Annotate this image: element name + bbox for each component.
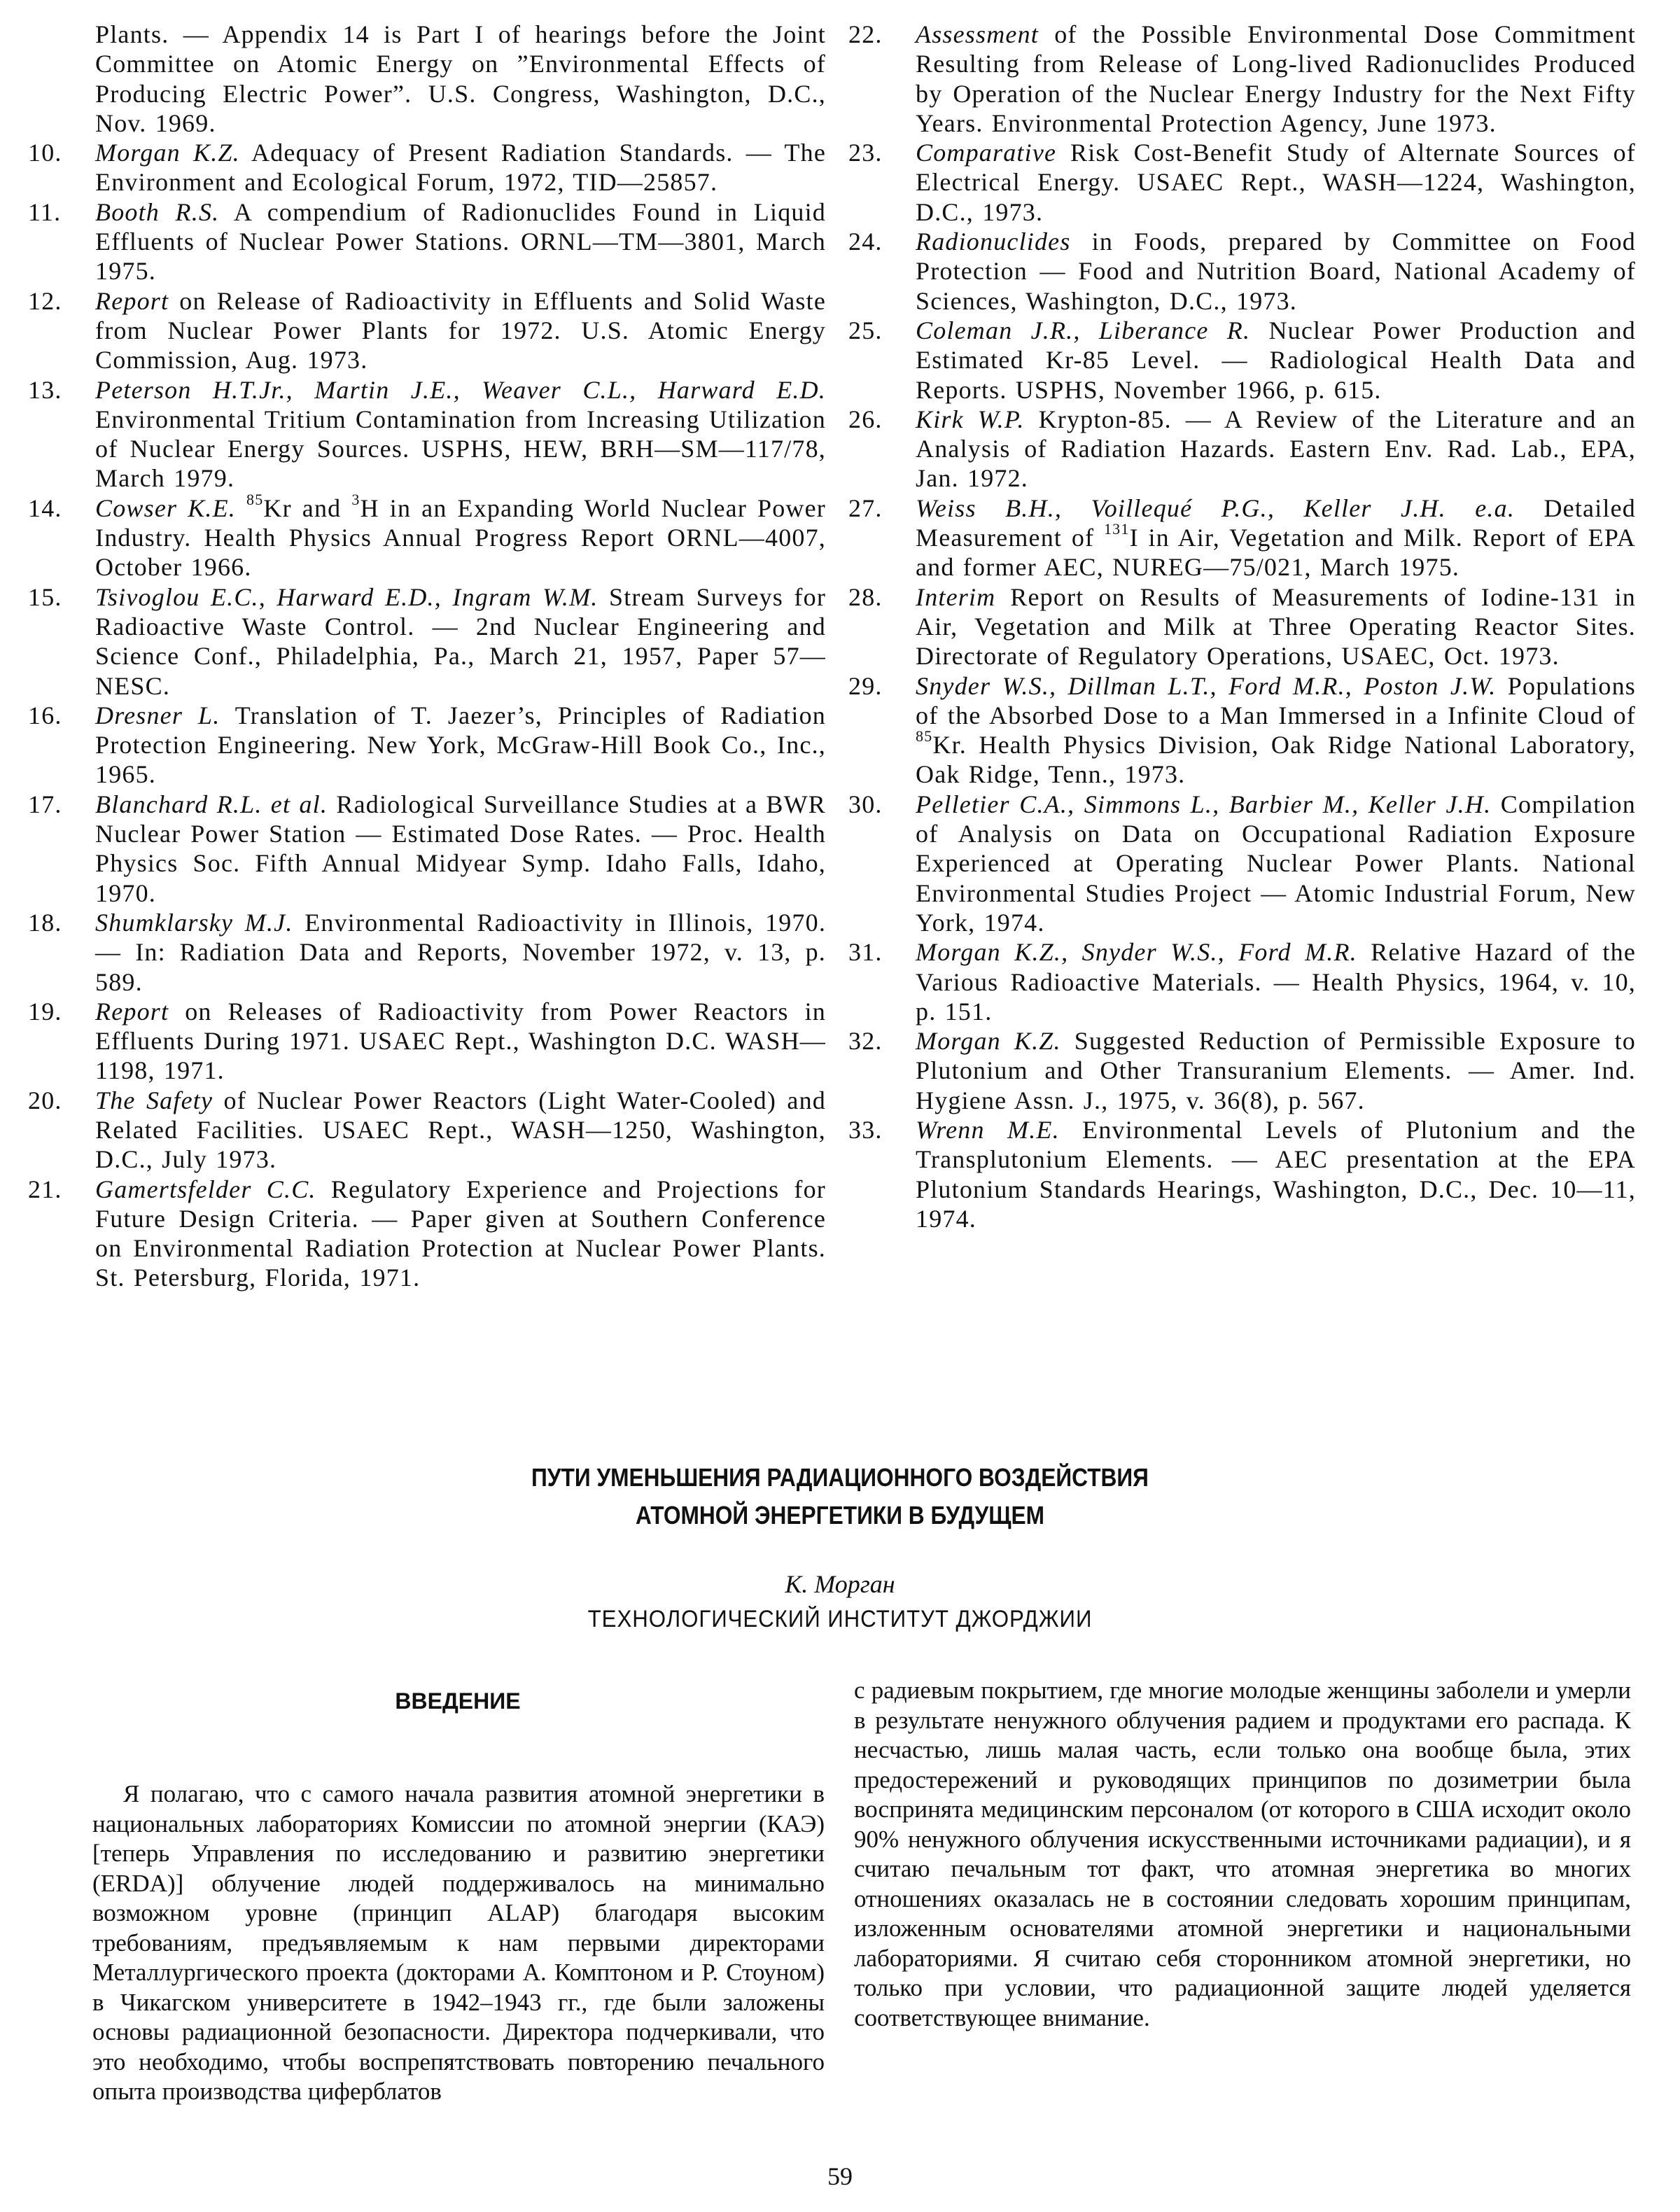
article-author: К. Морган <box>785 1570 895 1598</box>
reference-item <box>848 227 1636 316</box>
reference-author: Report <box>95 997 169 1026</box>
reference-item <box>28 701 826 790</box>
reference-text: Radiological Surveillance Studies at a BWR Nuclear Power Station — Estimated Dose Rates. — Proc. Health Physics Soc. Fifth Annual Midyear Symp. Idaho Falls, Idaho, 1970. <box>95 790 827 907</box>
reference-text: on Releases of Radioactivity from Power Reactors in Effluents During 1971. USAEC Rept., Washington D.C. WASH—1198, 1971. <box>95 997 826 1085</box>
reference-number: 33. <box>848 1115 883 1144</box>
reference-item <box>28 286 826 375</box>
reference-text: Compilation of Analysis on Data on Occupational Radiation Exposure Experienced at Operating Nuclear Power Plants. National Environmental Studies Project — Atomic Industrial Forum, New York, 1974. <box>916 790 1636 937</box>
reference-number: 20. <box>28 1086 62 1114</box>
reference-item <box>848 1026 1636 1115</box>
reference-number: 16. <box>28 701 62 729</box>
reference-number: 18. <box>28 908 62 937</box>
reference-item <box>848 937 1636 1026</box>
reference-author: Weiss B.H., Voillequé P.G., Keller J.H. e.a. <box>916 493 1516 522</box>
reference-item <box>28 375 826 493</box>
reference-text: of the Possible Environmental Dose Commitment Resulting from Release of Long-lived Radionuclides Produced by Operation of the Nuclear Energy Industry for the Next Fifty Years. Environmental Protection Agency, June 1973. <box>916 20 1636 137</box>
reference-text: Environmental Radioactivity in Illinois, 1970. — In: Radiation Data and Reports, November 1972, v. 13, p. 589. <box>95 908 827 996</box>
reference-number: 23. <box>848 139 883 167</box>
reference-author: Cowser K.E. <box>95 493 237 522</box>
reference-item <box>28 490 826 582</box>
reference-author: Wrenn M.E. <box>916 1115 1060 1144</box>
reference-text: Populations of the Absorbed Dose to a Man Immersed in a Infinite Cloud of <box>916 671 1636 729</box>
reference-item <box>28 1175 826 1293</box>
reference-item <box>848 671 1636 790</box>
article-title-line-2: АТОМНОЙ ЭНЕРГЕТИКИ В БУДУЩЕМ <box>635 1501 1045 1530</box>
body-text-right: с радиевым покрытием, где многие молодые женщины заболели и умерли в результате ненужного облучения радием и продуктами его распада. К несчастью, лишь малая часть, если только она вообще была, этих предостережений и руководящих принципов по дозиметрии была воспринята медицинским персоналом (от которого в США исходит около 90% ненужного облучения искусственными источниками радиации), и я считаю печальным тот факт, что атомная энергетика во многих отношениях оказалась не в состоянии следовать хорошим принципам, изложенным основателями атомной энергетики и национальными лабораториями. Я считаю себя сторонником атомной энергетики, но только при условии, что радиационной защите людей уделяется соответствующее внимание. <box>854 1676 1631 2031</box>
reference-text: Kr and <box>263 493 352 522</box>
reference-text: H in an Expanding World Nuclear Power Industry. Health Physics Annual Progress Report ORNL—4007, October 1966. <box>95 493 826 582</box>
reference-author: Morgan K.Z. <box>95 139 240 167</box>
reference-item <box>848 20 1636 138</box>
article-title <box>101 1459 1579 1534</box>
isotope-superscript: 131 <box>1103 520 1130 538</box>
reference-author: Peterson H.T.Jr., Martin J.E., Weaver C.L., Harward E.D. <box>95 375 826 404</box>
reference-text: Stream Surveys for Radioactive Waste Control. — 2nd Nuclear Engineering and Science Conf., Philadelphia, Pa., March 21, 1957, Paper 57—NESC. <box>95 582 827 700</box>
references-right-column <box>848 20 1636 1233</box>
reference-text: Kr. Health Physics Division, Oak Ridge National Laboratory, Oak Ridge, Tenn., 1973. <box>916 731 1636 789</box>
reference-item <box>848 1115 1636 1233</box>
reference-number: 19. <box>28 997 62 1026</box>
reference-text: Nuclear Power Production and Estimated Kr-85 Level. — Radiological Health Data and Reports. USPHS, November 1966, p. 615. <box>916 316 1636 404</box>
reference-author: Dresner L. <box>95 701 220 729</box>
reference-text: Krypton-85. — A Review of the Literature and an Analysis of Radiation Hazards. Eastern Env. Rad. Lab., EPA, Jan. 1972. <box>916 405 1636 493</box>
article-title-line-1: ПУТИ УМЕНЬШЕНИЯ РАДИАЦИОННОГО ВОЗДЕЙСТВИЯ <box>531 1463 1149 1492</box>
reference-author: The Safety <box>95 1086 214 1114</box>
reference-item <box>28 138 826 197</box>
article-institution: ТЕХНОЛОГИЧЕСКИЙ ИНСТИТУТ ДЖОРДЖИИ <box>587 1606 1093 1632</box>
reference-text: Detailed Measurement of <box>916 493 1636 552</box>
isotope-superscript: 3 <box>351 490 360 508</box>
reference-author: Shumklarsky M.J. <box>95 908 293 937</box>
reference-author: Tsivoglou E.C., Harward E.D., Ingram W.M. <box>95 582 598 611</box>
reference-item <box>848 405 1636 493</box>
reference-number: 24. <box>848 227 883 256</box>
reference-author: Gamertsfelder C.C. <box>95 1175 316 1203</box>
reference-item <box>848 790 1636 937</box>
reference-author: Kirk W.P. <box>916 405 1025 433</box>
reference-text: on Release of Radioactivity in Effluents and Solid Waste from Nuclear Power Plants for 1972. U.S. Atomic Energy Commission, Aug. 1973. <box>95 286 827 374</box>
reference-text: Regulatory Experience and Projections for Future Design Criteria. — Paper given at Southern Conference on Environmental Radiation Protection at Nuclear Power Plants. St. Petersburg, Florida, 1971. <box>95 1175 826 1292</box>
reference-text: Adequacy of Present Radiation Standards. — The Environment and Ecological Forum, 1972, TID—25857. <box>95 139 826 197</box>
reference-item <box>28 197 826 286</box>
reference-number: 27. <box>848 493 883 522</box>
reference-number: 29. <box>848 671 883 700</box>
reference-number: 13. <box>28 375 62 404</box>
reference-number: 26. <box>848 405 883 433</box>
reference-item <box>848 493 1636 582</box>
reference-number: 12. <box>28 286 62 315</box>
reference-text: of Nuclear Power Reactors (Light Water-Cooled) and Related Facilities. USAEC Rept., WASH—1250, Washington, D.C., July 1973. <box>95 1086 826 1174</box>
reference-item <box>28 20 826 138</box>
reference-item <box>848 582 1636 671</box>
page-number: 59 <box>827 2162 853 2190</box>
reference-number: 10. <box>28 139 62 167</box>
reference-text: I in Air, Vegetation and Milk. Report of EPA and former AEC, NUREG—75/021, March 1975. <box>916 524 1636 582</box>
reference-author: Morgan K.Z., Snyder W.S., Ford M.R. <box>916 938 1357 967</box>
reference-text: Translation of T. Jaezer’s, Principles of Radiation Protection Engineering. New York, McGraw-Hill Book Co., Inc., 1965. <box>95 701 826 789</box>
reference-number: 17. <box>28 790 62 818</box>
reference-author: Radionuclides <box>916 227 1071 256</box>
reference-text: Suggested Reduction of Permissible Exposure to Plutonium and Other Transuranium Elements. — Amer. Ind. Hygiene Assn. J., 1975, v. 36(8), p. 567. <box>916 1027 1636 1114</box>
reference-number: 31. <box>848 938 883 967</box>
reference-author: Booth R.S. <box>95 197 220 226</box>
reference-number: 32. <box>848 1027 883 1056</box>
reference-number: 15. <box>28 582 62 611</box>
reference-item <box>28 997 826 1086</box>
reference-text: Plants. — Appendix 14 is Part I of hearings before the Joint Committee on Atomic Energy on ”Environmental Effects of Producing Electric Power”. U.S. Congress, Washington, D.C., Nov. 1969. <box>95 20 826 137</box>
reference-number: 28. <box>848 582 883 611</box>
reference-author: Coleman J.R., Liberance R. <box>916 316 1251 344</box>
reference-author: Assessment <box>916 20 1039 48</box>
reference-author: Blanchard R.L. et al. <box>95 790 328 818</box>
reference-number: 11. <box>28 197 62 226</box>
reference-author: Pelletier C.A., Simmons L., Barbier M., Keller J.H. <box>916 790 1492 818</box>
body-text-left: Я полагаю, что с самого начала развития атомной энергетики в национальных лабораториях Комиссии по атомной энергии (КАЭ) [теперь Управления по исследованию и развитию энергетики (ERDA)] облучение людей поддерживалось на минимально возможном уровне (принцип ALAP) благодаря высоким требованиям, предъявляемым к нам первыми директорами Металлургического проекта (докторами А. Комптоном и Р. Стоуном) в Чикагском университете в 1942–1943 гг., где были заложены основы радиационной безопасности. Директора подчеркивали, что это необходимо, чтобы воспрепятствовать повторению печального опыта производства циферблатов <box>92 1780 825 2105</box>
reference-author: Interim <box>916 582 996 611</box>
reference-text: Environmental Tritium Contamination from Increasing Utilization of Nuclear Energy Sources. USPHS, HEW, BRH—SM—117/78, March 1979. <box>95 405 826 493</box>
reference-item <box>28 1086 826 1175</box>
section-heading: ВВЕДЕНИЕ <box>395 1688 521 1714</box>
reference-author: Morgan K.Z. <box>916 1027 1061 1056</box>
reference-text: in Foods, prepared by Committee on Food Protection — Food and Nutrition Board, National Academy of Sciences, Washington, D.C., 1973. <box>916 227 1636 315</box>
reference-item <box>848 138 1636 227</box>
reference-author: Comparative <box>916 139 1057 167</box>
reference-number: 21. <box>28 1175 62 1203</box>
reference-number: 25. <box>848 316 883 344</box>
reference-item <box>28 908 826 997</box>
reference-number: 30. <box>848 790 883 818</box>
reference-number: 14. <box>28 493 62 522</box>
reference-text: A compendium of Radionuclides Found in Liquid Effluents of Nuclear Power Stations. ORNL—TM—3801, March 1975. <box>95 197 826 286</box>
reference-text: Environmental Levels of Plutonium and the Transplutonium Elements. — AEC presentation at the EPA Plutonium Standards Hearings, Washington, D.C., Dec. 10—11, 1974. <box>916 1115 1636 1233</box>
reference-text: Risk Cost-Benefit Study of Alternate Sources of Electrical Energy. USAEC Rept., WASH—1224, Washington, D.C., 1973. <box>916 139 1636 226</box>
isotope-superscript: 85 <box>246 490 264 508</box>
reference-number: 22. <box>848 20 883 48</box>
reference-item <box>28 582 826 701</box>
reference-author: Report <box>95 286 169 315</box>
references-left-column <box>28 20 826 1293</box>
reference-author: Snyder W.S., Dillman L.T., Ford M.R., Poston J.W. <box>916 671 1497 700</box>
reference-text: Relative Hazard of the Various Radioactive Materials. — Health Physics, 1964, v. 10, p. 151. <box>916 938 1636 1026</box>
reference-item <box>28 790 826 908</box>
isotope-superscript: 85 <box>916 727 933 746</box>
reference-text: Report on Results of Measurements of Iodine-131 in Air, Vegetation and Milk at Three Operating Reactor Sites. Directorate of Regulatory Operations, USAEC, Oct. 1973. <box>916 582 1637 671</box>
reference-item <box>848 316 1636 405</box>
